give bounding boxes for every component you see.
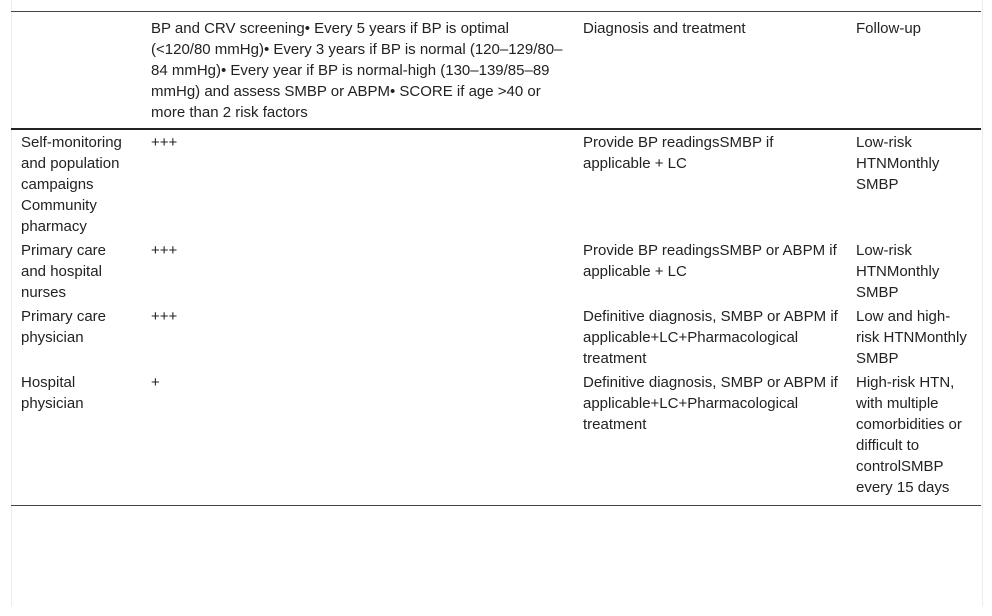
table-header-row (11, 12, 981, 130)
cell-follow-up: Low-risk HTNMonthly SMBP (856, 242, 940, 301)
cell-screening: +++ (151, 134, 178, 151)
table-row (11, 129, 981, 238)
cell-role: Self-monitoring and population campaigns Community pharmacy (21, 134, 122, 235)
cell-role: Hospital physician (11, 370, 141, 506)
cell-follow-up: High-risk HTN, with multiple comorbidities or difficult to controlSMBP every 15 days (846, 370, 981, 506)
cell-diagnosis: Definitive diagnosis, SMBP or ABPM if applicable+LC+Pharmacological treatment (573, 370, 846, 506)
header-follow-up: Follow-up (846, 12, 981, 130)
table-row (11, 304, 981, 370)
cell-role: Primary care physician (21, 308, 107, 346)
cell-follow-up: Low-risk HTNMonthly SMBP (856, 134, 940, 193)
cell-follow-up: Low and high-risk HTNMonthly SMBP (856, 308, 967, 367)
cell-role: Primary care and hospital nurses (21, 242, 107, 301)
cell-screening: +++ (151, 308, 178, 325)
header-diagnosis-treatment: Diagnosis and treatment (573, 12, 846, 130)
cell-screening: +++ (151, 242, 178, 259)
cell-diagnosis: Provide BP readingsSMBP or ABPM if applicable + LC (583, 242, 837, 280)
cell-diagnosis: Definitive diagnosis, SMBP or ABPM if applicable+LC+Pharmacological treatment (583, 308, 838, 367)
table-row (11, 370, 981, 506)
header-screening: BP and CRV screening• Every 5 years if BP is optimal (<120/80 mmHg)• Every 3 years if BP is normal (120–129/80–84 mmHg)• Every year if BP is normal-high (130–139/85–89 mmHg) and assess SMBP or ABPM• SCORE if age >40 or more than 2 risk factors (141, 12, 573, 130)
table-row (11, 238, 981, 304)
cell-diagnosis: Provide BP readingsSMBP if applicable + LC (583, 134, 774, 172)
header-role (11, 12, 141, 130)
hypertension-care-table (11, 11, 981, 506)
cell-screening: + (141, 370, 573, 506)
